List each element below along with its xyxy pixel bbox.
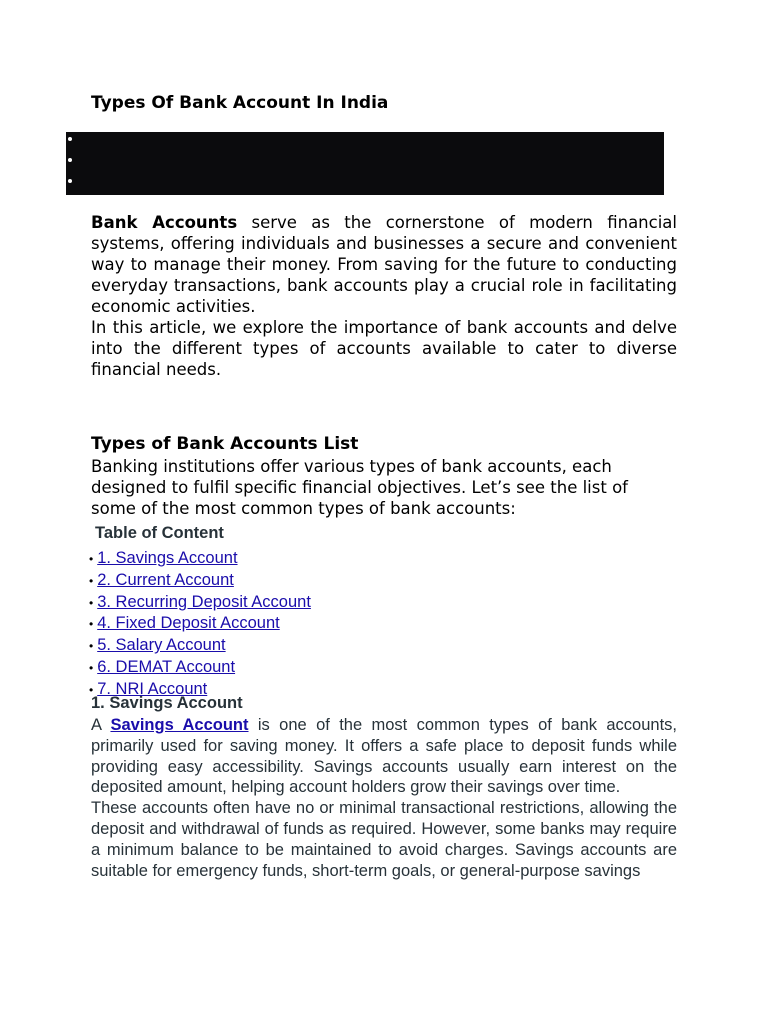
savings-paragraph-2: These accounts often have no or minimal transactional restrictions, allowing the deposit and withdrawal of funds as required. However, some banks may require a minimum balance to be maintained to avoid charges. Savings accounts are suitable for emergency funds, short-term goals, or general-purpose savings [91,799,677,880]
bullet-icon: • [89,573,94,588]
bullet-icon: • [89,552,94,566]
toc-link-recurring[interactable]: 3. Recurring Deposit Account [97,592,311,611]
toc-link-nri[interactable]: 7. NRI Account [97,679,208,698]
toc-item [89,613,311,635]
savings-section [91,715,677,881]
intro-lead-text: serve as the cornerstone of modern financial systems, offering individuals and businesses a secure and convenient way to manage their money. From saving for the future to conducting everyday transactions, bank accounts play a crucial role in facilitating economic activities. [91,213,677,316]
savings-account-link[interactable]: Savings Account [110,716,249,734]
savings-paragraph-1 [91,715,677,798]
bullet-icon: • [89,660,94,675]
toc-link-fixed[interactable]: 4. Fixed Deposit Account [97,614,280,633]
types-description: Banking institutions offer various types of bank accounts, each designed to fulfil specific financial objectives. Let’s see the list of some of the most common types of bank accounts: [91,457,628,518]
page-title: Types Of Bank Account In India [91,93,389,113]
toc-item [89,657,311,679]
toc-item [89,570,311,592]
bullet-dot [68,179,72,183]
intro-lead-bold: Bank Accounts [91,213,238,232]
intro-section [91,212,677,380]
bullet-dot [68,137,72,141]
bullet-dot [68,158,72,162]
toc-list [89,548,311,701]
intro-paragraph-2: In this article, we explore the importance of bank accounts and delve into the different types of accounts available to cater to diverse financial needs. [91,318,677,379]
toc-link-current[interactable]: 2. Current Account [97,570,234,589]
toc-link-savings[interactable]: 1. Savings Account [97,549,238,567]
toc-title: Table of Content [95,524,224,542]
bullet-icon: • [89,617,94,632]
toc-item [89,592,311,614]
toc-link-demat[interactable]: 6. DEMAT Account [97,657,236,676]
savings-prefix: A [91,716,111,734]
intro-paragraph-1 [91,212,677,317]
bullet-icon: • [89,682,94,697]
bullet-icon: • [89,639,94,654]
redacted-banner [66,132,664,195]
savings-text: is one of the most common types of bank accounts, primarily used for saving money. It offers a safe place to deposit funds while providing easy accessibility. Savings accounts usually earn interest on the deposited amount, helping account holders grow their savings over time. [91,716,677,797]
types-heading: Types of Bank Accounts List [91,434,359,454]
savings-heading: 1. Savings Account [91,694,243,712]
toc-item [89,548,311,570]
toc-item [89,635,311,657]
bullet-icon: • [89,595,94,610]
toc-link-salary[interactable]: 5. Salary Account [97,636,226,655]
